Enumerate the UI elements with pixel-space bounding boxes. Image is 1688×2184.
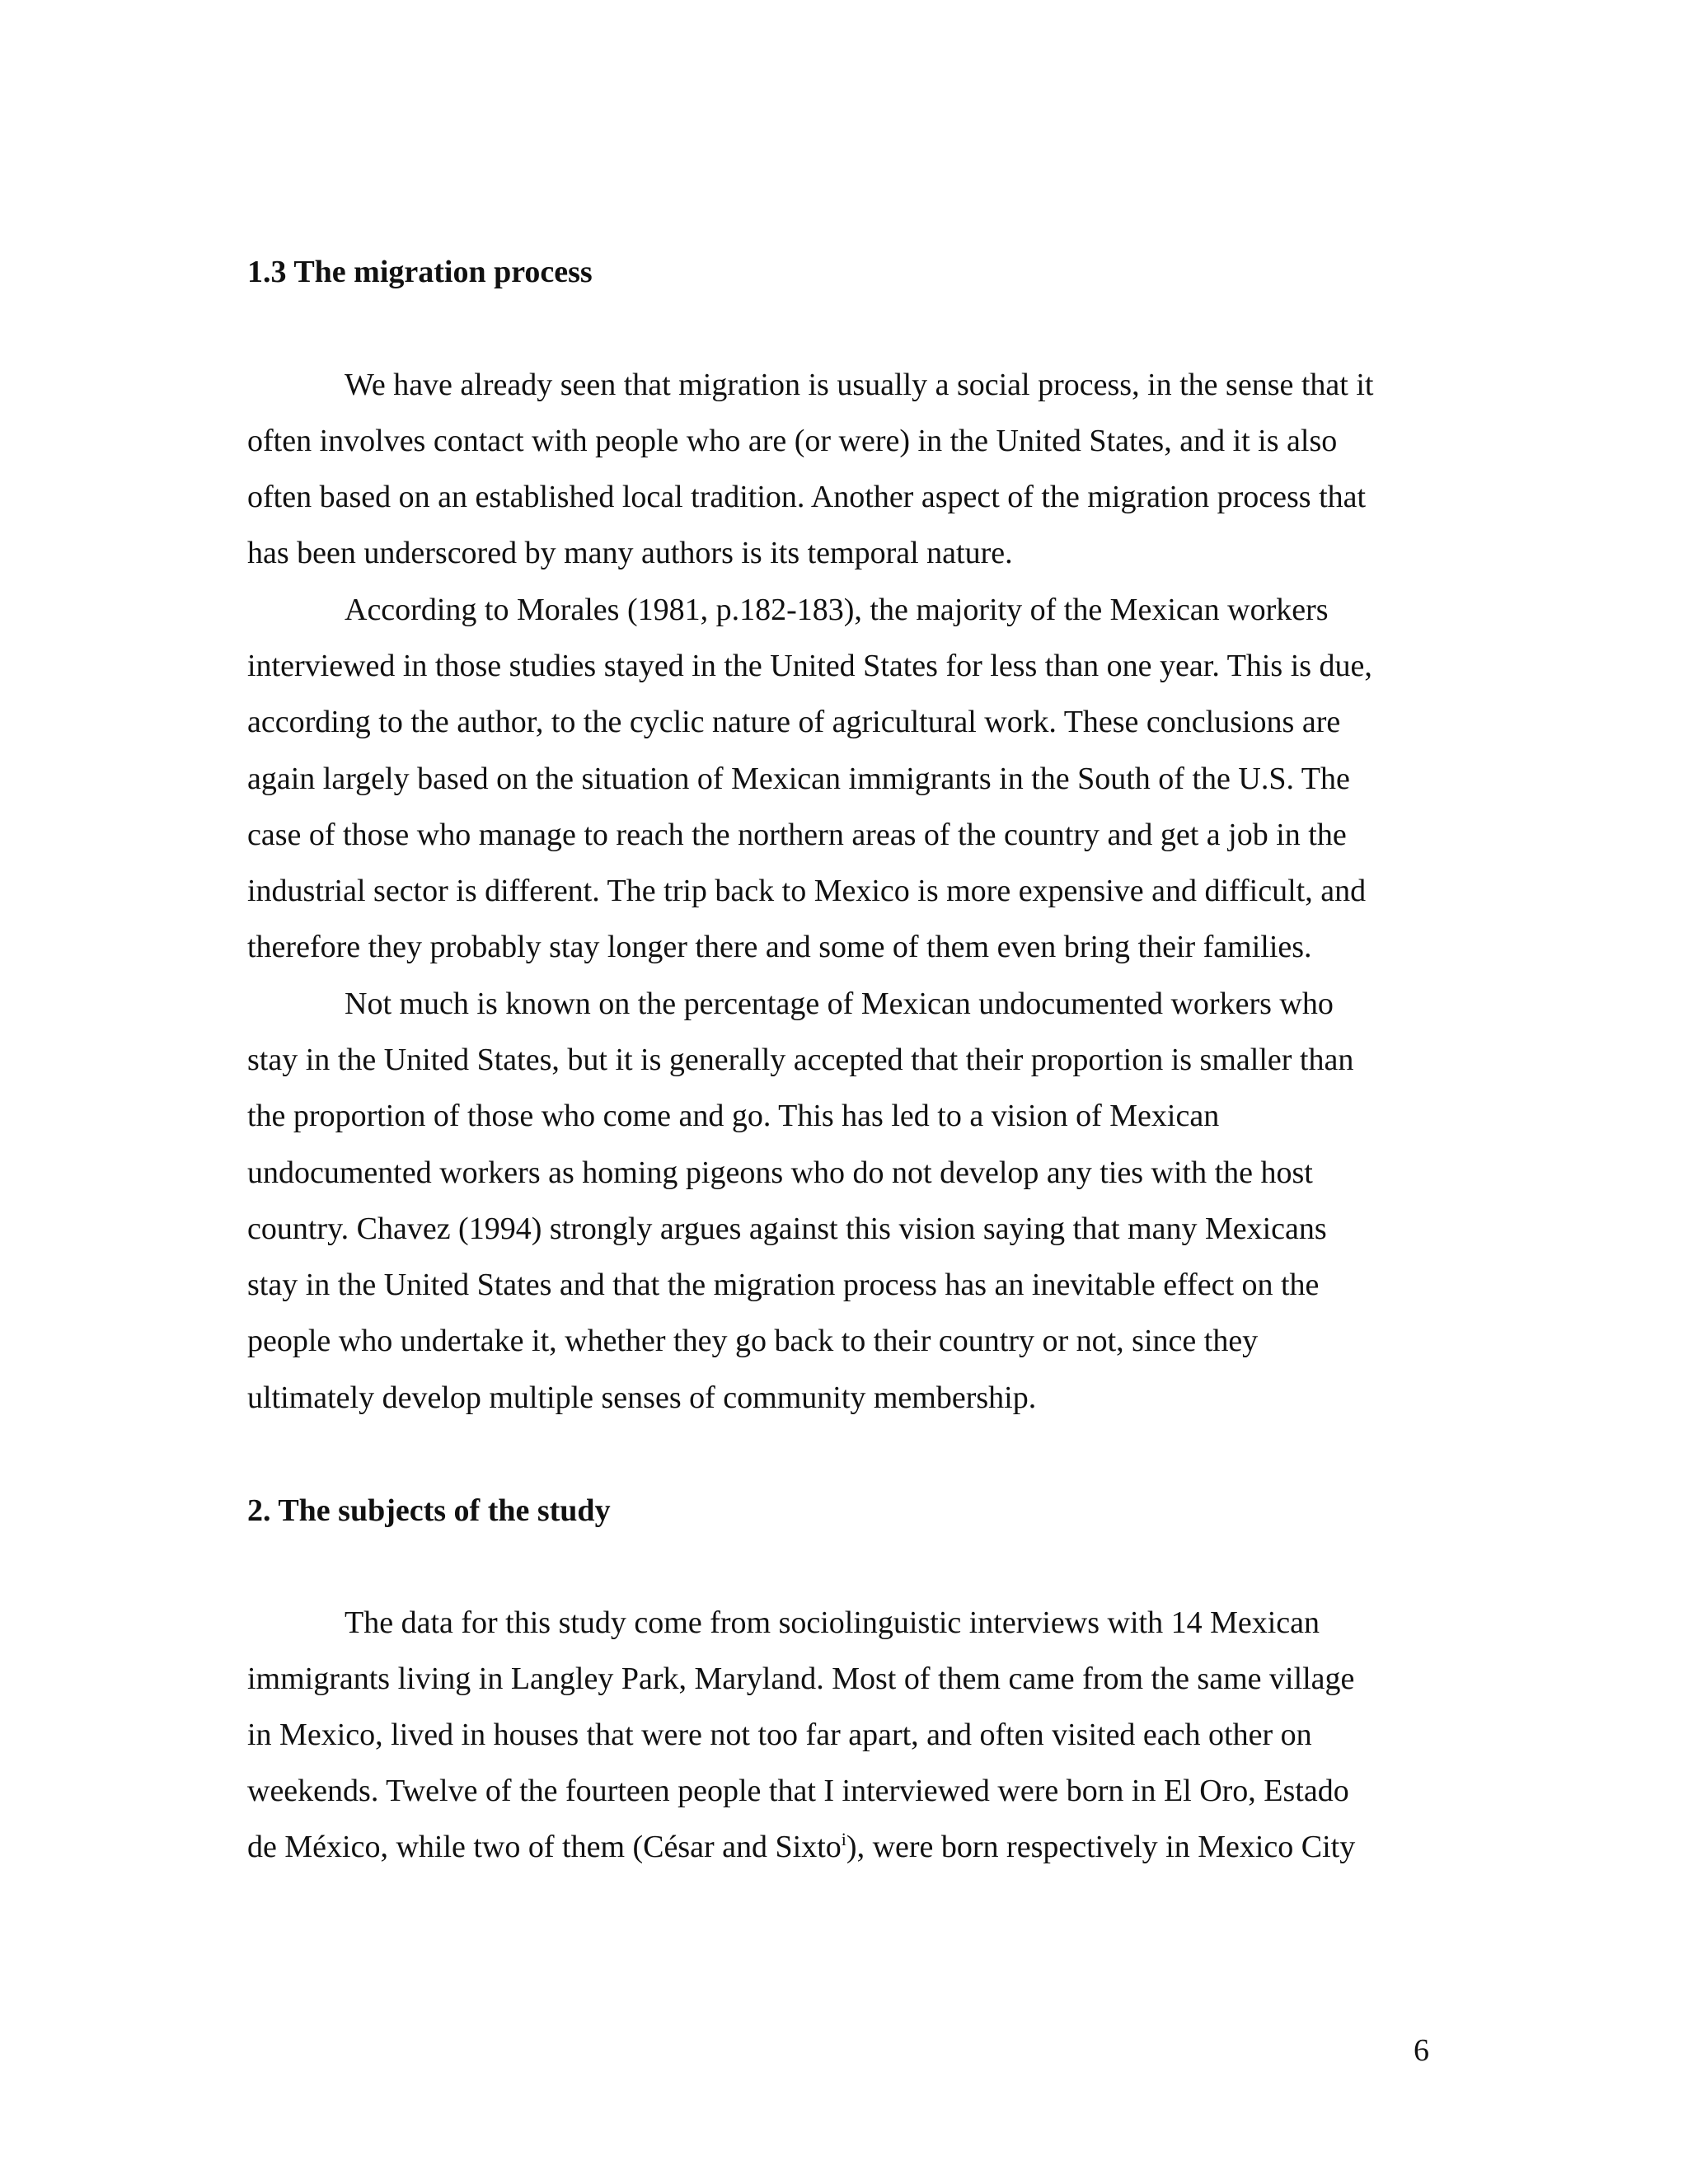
paragraph-line: We have already seen that migration is usually a social process, in the sense that it bbox=[345, 368, 1374, 402]
paragraph-line: According to Morales (1981, p.182-183), the majority of the Mexican workers bbox=[345, 593, 1329, 627]
paragraph-line-with-footnote bbox=[247, 1828, 1355, 1866]
paragraph-line: interviewed in those studies stayed in the United States for less than one year. This is due, bbox=[247, 649, 1372, 683]
paragraph-line: weekends. Twelve of the fourteen people that I interviewed were born in El Oro, Estado bbox=[247, 1774, 1349, 1808]
paragraph-line: therefore they probably stay longer there and some of them even bring their families. bbox=[247, 930, 1312, 964]
page-number: 6 bbox=[1414, 2033, 1429, 2068]
paragraph-line: has been underscored by many authors is its temporal nature. bbox=[247, 536, 1013, 570]
footnote-marker[interactable]: i bbox=[841, 1829, 846, 1849]
paragraph-line: immigrants living in Langley Park, Maryland. Most of them came from the same village bbox=[247, 1661, 1355, 1696]
paragraph-line: again largely based on the situation of Mexican immigrants in the South of the U.S. The bbox=[247, 762, 1350, 796]
paragraph-line: stay in the United States and that the migration process has an inevitable effect on the bbox=[247, 1268, 1320, 1302]
paragraph-line: undocumented workers as homing pigeons who do not develop any ties with the host bbox=[247, 1155, 1313, 1190]
section-heading-subjects-of-study: 2. The subjects of the study bbox=[247, 1493, 611, 1528]
paragraph-line: The data for this study come from sociolinguistic interviews with 14 Mexican bbox=[345, 1605, 1320, 1640]
paragraph-line: Not much is known on the percentage of Mexican undocumented workers who bbox=[345, 987, 1334, 1021]
paragraph-line: case of those who manage to reach the northern areas of the country and get a job in the bbox=[247, 818, 1347, 852]
paragraph-line: people who undertake it, whether they go back to their country or not, since they bbox=[247, 1324, 1259, 1358]
paragraph-line: the proportion of those who come and go. This has led to a vision of Mexican bbox=[247, 1099, 1220, 1133]
paragraph-line: according to the author, to the cyclic nature of agricultural work. These conclusions are bbox=[247, 705, 1341, 739]
paragraph-line: industrial sector is different. The trip back to Mexico is more expensive and difficult, and bbox=[247, 874, 1367, 908]
paragraph-line: often based on an established local tradition. Another aspect of the migration process that bbox=[247, 480, 1367, 514]
line-text-before-footnote: de México, while two of them (César and Sixto bbox=[247, 1830, 842, 1864]
line-text-after-footnote: ), were born respectively in Mexico City bbox=[846, 1830, 1356, 1864]
paragraph-line: in Mexico, lived in houses that were not too far apart, and often visited each other on bbox=[247, 1718, 1312, 1752]
paragraph-line: ultimately develop multiple senses of community membership. bbox=[247, 1380, 1037, 1415]
paragraph-line: stay in the United States, but it is generally accepted that their proportion is smaller than bbox=[247, 1043, 1354, 1077]
paragraph-line: country. Chavez (1994) strongly argues against this vision saying that many Mexicans bbox=[247, 1212, 1327, 1246]
section-heading-migration-process: 1.3 The migration process bbox=[247, 255, 593, 289]
paragraph-line: often involves contact with people who are (or were) in the United States, and it is also bbox=[247, 424, 1338, 458]
